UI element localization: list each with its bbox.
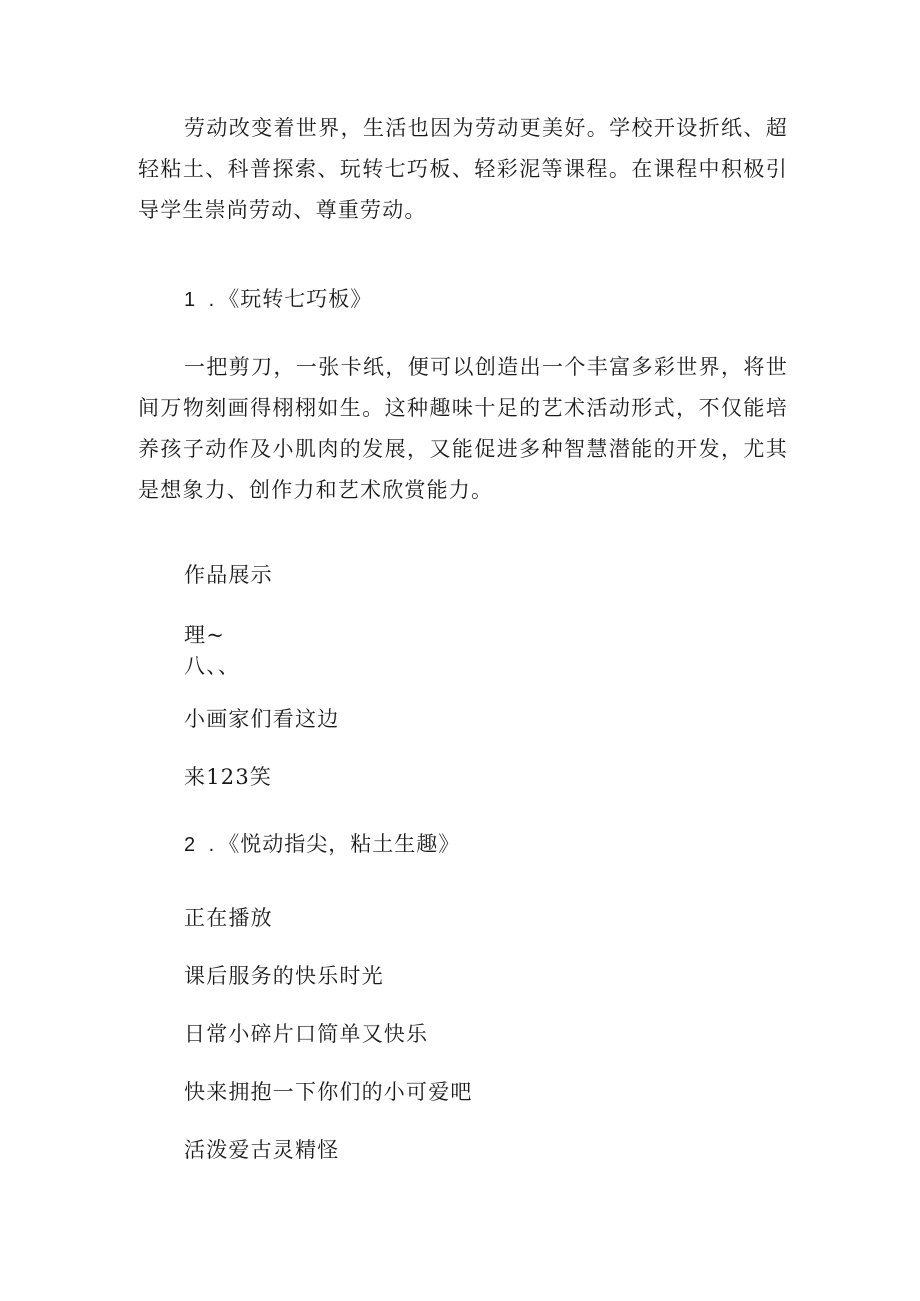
intro-paragraph: 劳动改变着世界，生活也因为劳动更美好。学校开设折纸、超轻粘土、科普探索、玩转七巧板、轻彩泥等课程。在课程中积极引导学生崇尚劳动、尊重劳动。: [138, 116, 788, 222]
section1-number: 1 .: [184, 289, 219, 311]
section1-title: 《玩转七巧板》: [218, 287, 373, 311]
section2-title: 《悦动指尖，粘土生趣》: [218, 832, 461, 856]
section2-line: 正在播放: [184, 906, 273, 930]
section2-line: 快来拥抱一下你们的小可爱吧: [184, 1080, 473, 1104]
ocr-artifact-line-2: 八、、: [184, 654, 241, 678]
section2-line: 课后服务的快乐时光: [184, 964, 384, 988]
section1-body: 一把剪刀，一张卡纸，便可以创造出一个丰富多彩世界，将世间万物刻画得栩栩如生。这种趣味十足的艺术活动形式，不仅能培养孩子动作及小肌肉的发展，又能促进多种智慧潜能的开发，尤其是想象力、创作力和艺术欣赏能力。: [138, 355, 788, 502]
section1-heading: [184, 284, 372, 315]
ocr-artifact-line-1: 理~: [184, 623, 225, 647]
caption-smile: 来123笑: [184, 765, 273, 789]
section2-heading: [184, 829, 460, 860]
works-label: 作品展示: [184, 563, 273, 587]
caption-painters: 小画家们看这边: [184, 707, 340, 731]
section2-line: 活泼爱古灵精怪: [184, 1138, 340, 1162]
section2-number: 2 .: [184, 834, 219, 856]
section2-line: 日常小碎片口简单又快乐: [184, 1022, 429, 1046]
